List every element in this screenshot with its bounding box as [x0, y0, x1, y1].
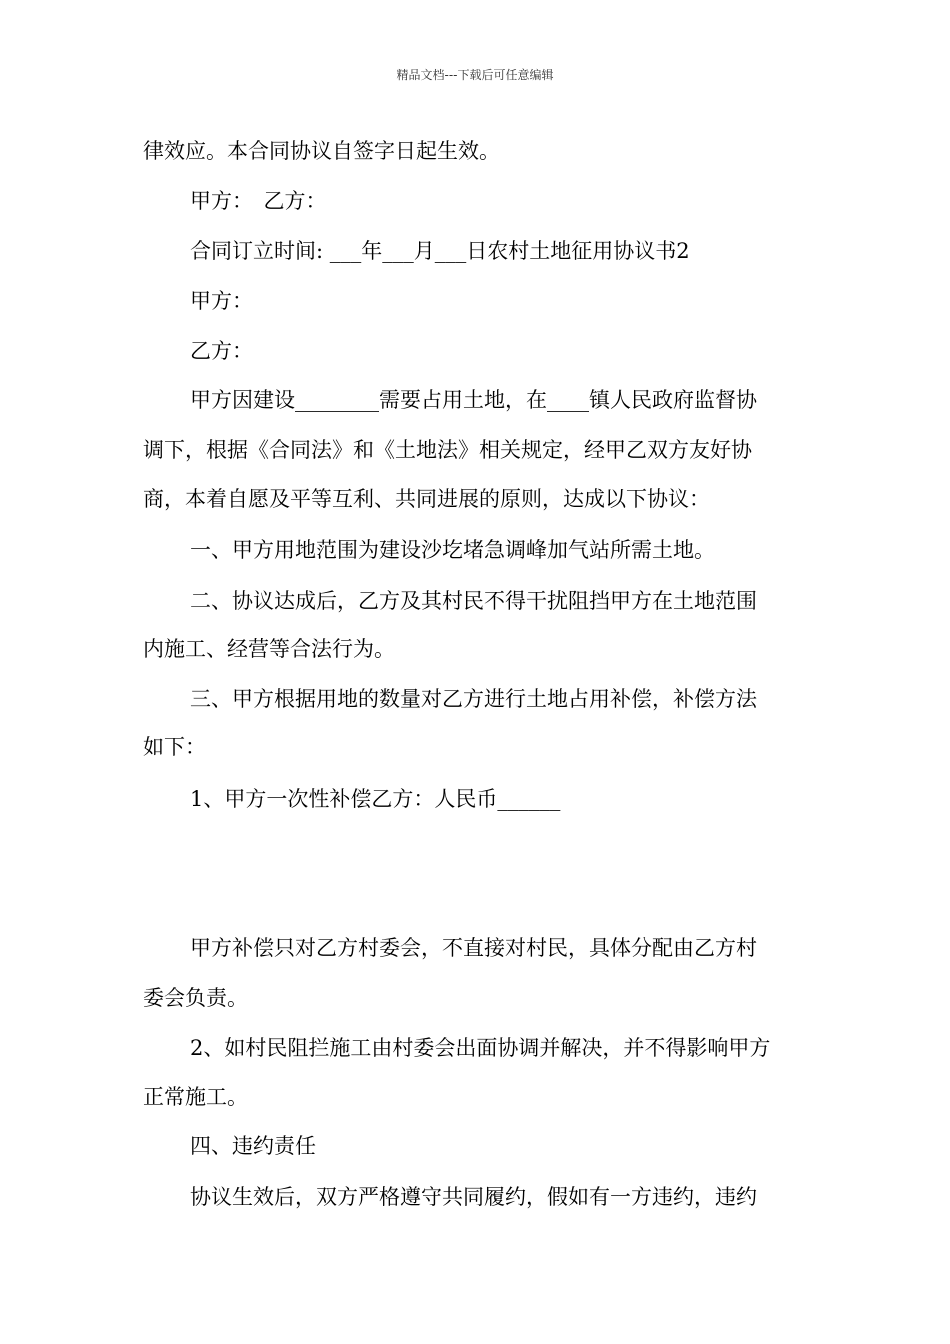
page-header: 精品文档---下载后可任意编辑 [396, 68, 554, 82]
paragraph-line: 内施工、经营等合法行为。 [143, 637, 395, 661]
paragraph-line: 合同订立时间: ___年___月___日农村土地征用协议书2 [190, 239, 690, 263]
paragraph-line: 1、甲方一次性补偿乙方：人民币______ [190, 787, 561, 811]
paragraph-line: 二、协议达成后，乙方及其村民不得干扰阻挡甲方在土地范围 [190, 589, 757, 613]
paragraph-line: 委会负责。 [143, 986, 248, 1010]
paragraph-line: 律效应。本合同协议自签字日起生效。 [143, 139, 500, 163]
paragraph-line: 四、违约责任 [190, 1134, 316, 1158]
paragraph-line: 如下： [143, 735, 206, 759]
paragraph-line: 协议生效后，双方严格遵守共同履约，假如有一方违约，违约 [190, 1185, 757, 1209]
paragraph-line: 商，本着自愿及平等互利、共同进展的原则，达成以下协议： [143, 487, 710, 511]
paragraph-line: 乙方： [190, 339, 253, 363]
paragraph-line: 调下，根据《合同法》和《土地法》相关规定，经甲乙双方友好协 [143, 438, 752, 462]
paragraph-line: 三、甲方根据用地的数量对乙方进行土地占用补偿，补偿方法 [190, 687, 757, 711]
paragraph-line: 一、甲方用地范围为建设沙圪堵急调峰加气站所需土地。 [190, 538, 715, 562]
paragraph-line: 甲方： [190, 289, 253, 313]
paragraph-line: 正常施工。 [143, 1085, 248, 1109]
paragraph-line: 甲方： 乙方： [190, 189, 327, 213]
paragraph-line: 甲方补偿只对乙方村委会，不直接对村民，具体分配由乙方村 [190, 936, 757, 960]
paragraph-line: 2、如村民阻拦施工由村委会出面协调并解决，并不得影响甲方 [190, 1036, 771, 1060]
paragraph-line: 甲方因建设________需要占用土地，在____镇人民政府监督协 [190, 388, 757, 412]
